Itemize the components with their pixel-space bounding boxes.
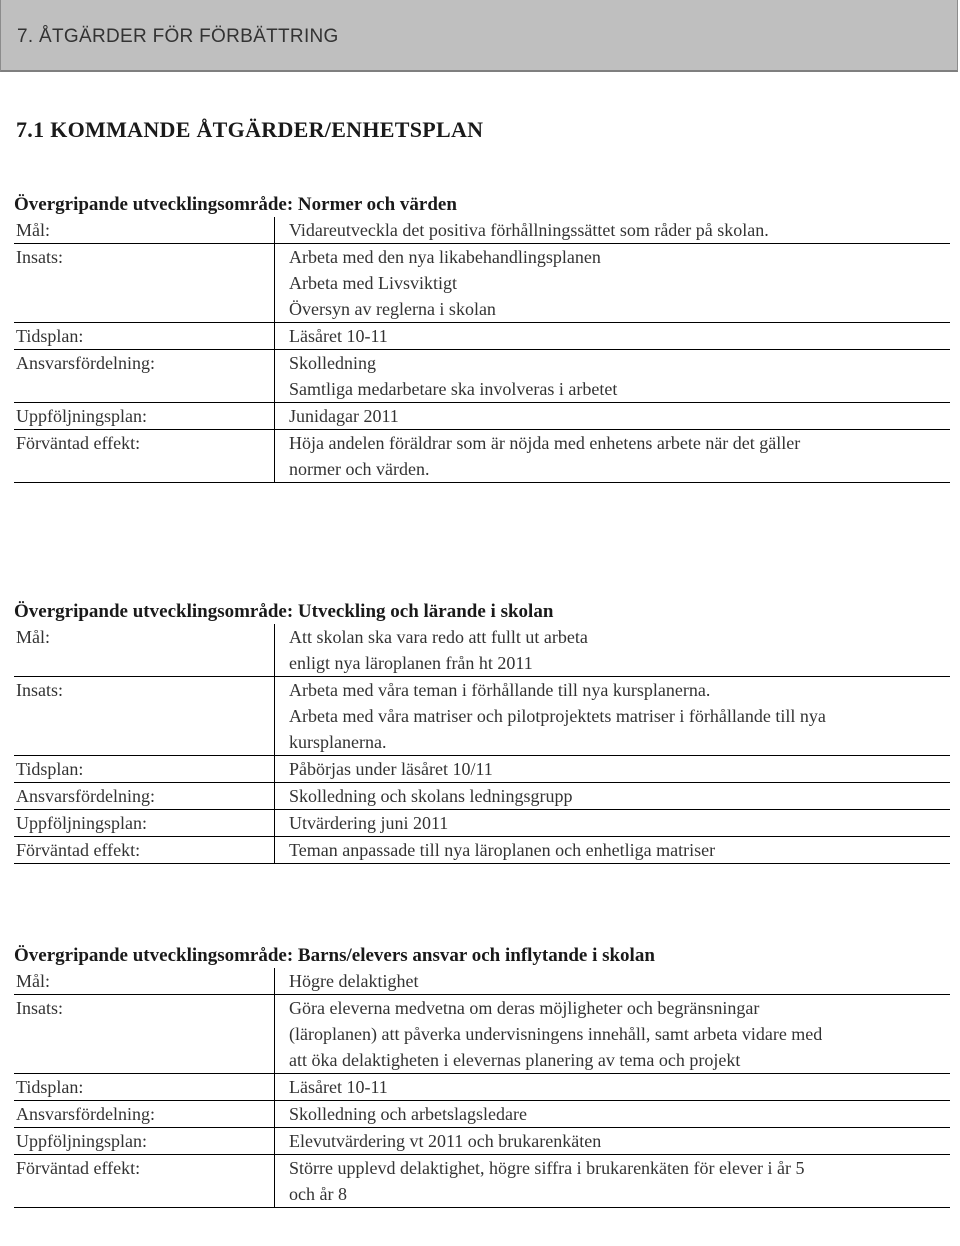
row-value: [275, 1101, 951, 1128]
value-line: Teman anpassade till nya läroplanen och enhetliga matriser: [289, 840, 716, 860]
section-utveckling-och-larande: [14, 600, 950, 864]
value-line: Arbeta med våra teman i förhållande till nya kursplanerna.: [289, 680, 711, 700]
row-label: Förväntad effekt:: [14, 430, 275, 483]
value-line: Läsåret 10-11: [289, 1077, 388, 1097]
value-line: Utvärdering juni 2011: [289, 813, 449, 833]
row-value: [275, 350, 951, 403]
row-label: Insats:: [14, 244, 275, 323]
value-line: kursplanerna.: [289, 732, 387, 752]
row-value: [275, 323, 951, 350]
value-line: Skolledning och skolans ledningsgrupp: [289, 786, 573, 806]
value-line: och år 8: [289, 1184, 347, 1204]
section-title: Övergripande utvecklingsområde: Utveckling och lärande i skolan: [14, 601, 554, 622]
chapter-header: [0, 0, 958, 72]
row-value: [275, 783, 951, 810]
row-label: Uppföljningsplan:: [14, 1128, 275, 1155]
row-value: [275, 1155, 951, 1208]
value-line: (läroplanen) att påverka undervisningens innehåll, samt arbeta vidare med: [289, 1024, 823, 1044]
table-row: [14, 1074, 950, 1101]
row-value: [275, 430, 951, 483]
row-label: Förväntad effekt:: [14, 837, 275, 864]
row-value: [275, 1074, 951, 1101]
page-title: 7.1 KOMMANDE ÅTGÄRDER/ENHETSPLAN: [16, 117, 484, 142]
section-ansvar-och-inflytande: [14, 944, 950, 1208]
row-value: [275, 756, 951, 783]
value-line: Junidagar 2011: [289, 406, 399, 426]
value-line: Läsåret 10-11: [289, 326, 388, 346]
row-value: [275, 244, 951, 323]
table-row: [14, 783, 950, 810]
table-row: [14, 677, 950, 756]
value-line: Arbeta med den nya likabehandlingsplanen: [289, 247, 601, 267]
chapter-title: 7. ÅTGÄRDER FÖR FÖRBÄTTRING: [17, 26, 339, 47]
table-row: [14, 837, 950, 864]
table-row: [14, 1101, 950, 1128]
table-row: [14, 323, 950, 350]
table-row: [14, 995, 950, 1074]
section-title: Övergripande utvecklingsområde: Barns/elevers ansvar och inflytande i skolan: [14, 945, 655, 966]
row-label: Förväntad effekt:: [14, 1155, 275, 1208]
plan-table: [14, 624, 950, 864]
row-value: [275, 810, 951, 837]
row-label: Ansvarsfördelning:: [14, 783, 275, 810]
plan-table: [14, 968, 950, 1208]
row-label: Mål:: [14, 217, 275, 244]
value-line: Göra eleverna medvetna om deras möjligheter och begränsningar: [289, 998, 760, 1018]
row-label: Uppföljningsplan:: [14, 403, 275, 430]
value-line: Elevutvärdering vt 2011 och brukarenkäten: [289, 1131, 602, 1151]
table-row: [14, 756, 950, 783]
value-line: Arbeta med våra matriser och pilotprojektets matriser i förhållande till nya: [289, 706, 826, 726]
value-line: Skolledning och arbetslagsledare: [289, 1104, 527, 1124]
value-line: Större upplevd delaktighet, högre siffra i brukarenkäten för elever i år 5: [289, 1158, 805, 1178]
row-label: Insats:: [14, 995, 275, 1074]
value-line: Arbeta med Livsviktigt: [289, 273, 457, 293]
value-line: enligt nya läroplanen från ht 2011: [289, 653, 533, 673]
value-line: Samtliga medarbetare ska involveras i arbetet: [289, 379, 618, 399]
table-row: [14, 810, 950, 837]
table-row: [14, 217, 950, 244]
row-value: [275, 217, 951, 244]
table-row: [14, 350, 950, 403]
value-line: att öka delaktigheten i elevernas planering av tema och projekt: [289, 1050, 741, 1070]
row-value: [275, 624, 951, 677]
table-row: [14, 403, 950, 430]
row-value: [275, 1128, 951, 1155]
row-label: Tidsplan:: [14, 323, 275, 350]
row-value: [275, 995, 951, 1074]
section-normer-och-varden: [14, 193, 950, 483]
row-label: Insats:: [14, 677, 275, 756]
value-line: Vidareutveckla det positiva förhållningssättet som råder på skolan.: [289, 220, 769, 240]
row-label: Mål:: [14, 624, 275, 677]
table-row: [14, 430, 950, 483]
section-title: Övergripande utvecklingsområde: Normer och värden: [14, 194, 457, 215]
table-row: [14, 968, 950, 995]
row-value: [275, 403, 951, 430]
table-row: [14, 1128, 950, 1155]
row-label: Ansvarsfördelning:: [14, 350, 275, 403]
value-line: Att skolan ska vara redo att fullt ut arbeta: [289, 627, 588, 647]
value-line: Höja andelen föräldrar som är nöjda med enhetens arbete när det gäller: [289, 433, 801, 453]
table-row: [14, 624, 950, 677]
plan-table: [14, 217, 950, 483]
value-line: Högre delaktighet: [289, 971, 419, 991]
row-label: Tidsplan:: [14, 756, 275, 783]
table-row: [14, 1155, 950, 1208]
row-label: Mål:: [14, 968, 275, 995]
value-line: Påbörjas under läsåret 10/11: [289, 759, 493, 779]
row-label: Ansvarsfördelning:: [14, 1101, 275, 1128]
value-line: Översyn av reglerna i skolan: [289, 299, 496, 319]
row-value: [275, 968, 951, 995]
row-value: [275, 837, 951, 864]
value-line: normer och värden.: [289, 459, 430, 479]
value-line: Skolledning: [289, 353, 377, 373]
row-label: Tidsplan:: [14, 1074, 275, 1101]
row-label: Uppföljningsplan:: [14, 810, 275, 837]
table-row: [14, 244, 950, 323]
row-value: [275, 677, 951, 756]
